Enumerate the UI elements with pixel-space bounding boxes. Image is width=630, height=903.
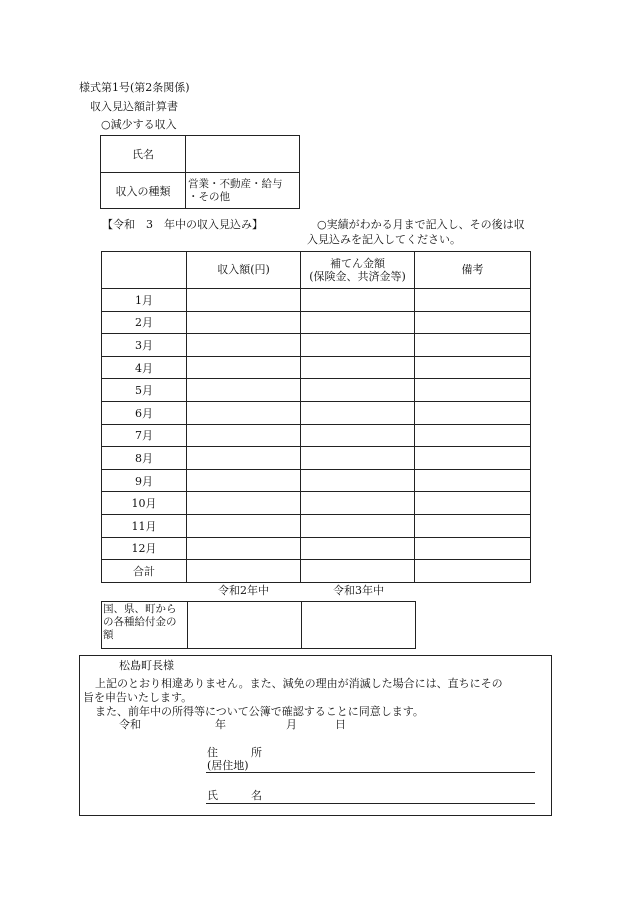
grant-year2-cell[interactable] [302, 602, 416, 649]
grant-label-line1: 国、県、町から [103, 603, 177, 615]
income-table-header [102, 252, 531, 289]
supplement-cell[interactable] [301, 492, 415, 515]
grant-label [102, 602, 188, 649]
name-field[interactable] [186, 136, 300, 173]
remarks-cell[interactable] [415, 289, 531, 312]
income-cell[interactable] [187, 424, 301, 447]
row-label: 1月 [102, 289, 187, 312]
header-blank [102, 252, 187, 289]
row-label: 11月 [102, 514, 187, 537]
remarks-cell[interactable] [415, 401, 531, 424]
income-type-options[interactable] [186, 173, 300, 209]
income-cell[interactable] [187, 289, 301, 312]
remarks-cell[interactable] [415, 334, 531, 357]
income-type-line2: ・その他 [188, 190, 230, 203]
supplement-cell[interactable] [301, 560, 415, 583]
income-cell[interactable] [187, 401, 301, 424]
row-label: 7月 [102, 424, 187, 447]
table-row [102, 334, 531, 357]
supplement-cell[interactable] [301, 289, 415, 312]
document-title: 収入見込額計算書 [90, 100, 178, 113]
date-day: 日 [335, 718, 346, 731]
income-type-label: 収入の種類 [101, 173, 186, 209]
header-supplement [301, 252, 415, 289]
remarks-cell[interactable] [415, 492, 531, 515]
income-cell[interactable] [187, 356, 301, 379]
table-row [102, 424, 531, 447]
row-label: 12月 [102, 537, 187, 560]
grant-year1-cell[interactable] [188, 602, 302, 649]
remarks-cell[interactable] [415, 560, 531, 583]
supplement-cell[interactable] [301, 401, 415, 424]
income-cell[interactable] [187, 379, 301, 402]
income-type-line1: 営業・不動産・給与 [188, 177, 283, 190]
row-label: 3月 [102, 334, 187, 357]
date-era: 令和 [119, 718, 141, 731]
row-label: 8月 [102, 447, 187, 470]
remarks-cell[interactable] [415, 379, 531, 402]
grant-table [101, 601, 416, 649]
residence-label: (居住地) [207, 759, 249, 772]
income-cell[interactable] [187, 447, 301, 470]
date-month: 月 [286, 718, 297, 731]
table-row [102, 537, 531, 560]
supplement-cell[interactable] [301, 334, 415, 357]
header-supplement-line1: 補てん金額 [330, 256, 385, 270]
income-cell[interactable] [187, 334, 301, 357]
declaration-text-line1: 上記のとおり相違ありません。また、減免の理由が消滅した場合には、直ちにその [95, 677, 503, 690]
supplement-cell[interactable] [301, 311, 415, 334]
income-cell[interactable] [187, 492, 301, 515]
remarks-cell[interactable] [415, 424, 531, 447]
grant-label-line2: の各種給付金の [103, 616, 177, 629]
name-signature-line[interactable] [206, 803, 535, 804]
supplement-cell[interactable] [301, 356, 415, 379]
table-row [102, 560, 531, 583]
header-income: 収入額(円) [187, 252, 301, 289]
address-label: 住 所 [207, 746, 262, 759]
address-signature-line[interactable] [206, 772, 535, 773]
declaration-text-line2: 旨を申告いたします。 [83, 691, 193, 704]
header-remarks: 備考 [415, 252, 531, 289]
income-cell[interactable] [187, 537, 301, 560]
header-supplement-line2: (保険金、共済金等) [309, 270, 406, 283]
table-row [102, 401, 531, 424]
grant-year1-label: 令和2年中 [218, 584, 269, 597]
row-label: 4月 [102, 356, 187, 379]
table-row [102, 447, 531, 470]
remarks-cell[interactable] [415, 537, 531, 560]
supplement-cell[interactable] [301, 447, 415, 470]
table-row [102, 492, 531, 515]
table-row [102, 311, 531, 334]
remarks-cell[interactable] [415, 469, 531, 492]
table-row [102, 379, 531, 402]
row-label: 10月 [102, 492, 187, 515]
row-label: 5月 [102, 379, 187, 402]
remarks-cell[interactable] [415, 311, 531, 334]
signature-name-label: 氏 名 [207, 789, 262, 802]
supplement-cell[interactable] [301, 379, 415, 402]
table-row [102, 469, 531, 492]
row-label: 2月 [102, 311, 187, 334]
form-number: 様式第1号(第2条関係) [79, 81, 190, 94]
income-cell[interactable] [187, 514, 301, 537]
person-table [100, 135, 300, 209]
income-cell[interactable] [187, 560, 301, 583]
forecast-heading: 【令和 3 年中の収入見込み】 [102, 218, 263, 231]
income-table [101, 251, 531, 583]
income-cell[interactable] [187, 469, 301, 492]
row-label: 合計 [102, 560, 187, 583]
supplement-cell[interactable] [301, 469, 415, 492]
row-label: 6月 [102, 401, 187, 424]
addressee: 松島町長様 [119, 659, 174, 672]
forecast-note-line2: 入見込みを記入してください。 [307, 233, 461, 246]
date-year: 年 [215, 718, 226, 731]
remarks-cell[interactable] [415, 356, 531, 379]
income-cell[interactable] [187, 311, 301, 334]
section-label: ○減少する収入 [101, 118, 177, 131]
row-label: 9月 [102, 469, 187, 492]
table-row [102, 356, 531, 379]
declaration-text-line3: また、前年中の所得等について公簿で確認することに同意します。 [95, 705, 424, 718]
supplement-cell[interactable] [301, 514, 415, 537]
table-row [102, 289, 531, 312]
grant-year2-label: 令和3年中 [333, 584, 384, 597]
table-row [102, 514, 531, 537]
grant-label-line3: 額 [103, 629, 114, 642]
supplement-cell[interactable] [301, 424, 415, 447]
name-label: 氏名 [101, 136, 186, 173]
remarks-cell[interactable] [415, 447, 531, 470]
forecast-note-line1: ○実績がわかる月まで記入し、その後は収 [317, 218, 525, 231]
remarks-cell[interactable] [415, 514, 531, 537]
supplement-cell[interactable] [301, 537, 415, 560]
